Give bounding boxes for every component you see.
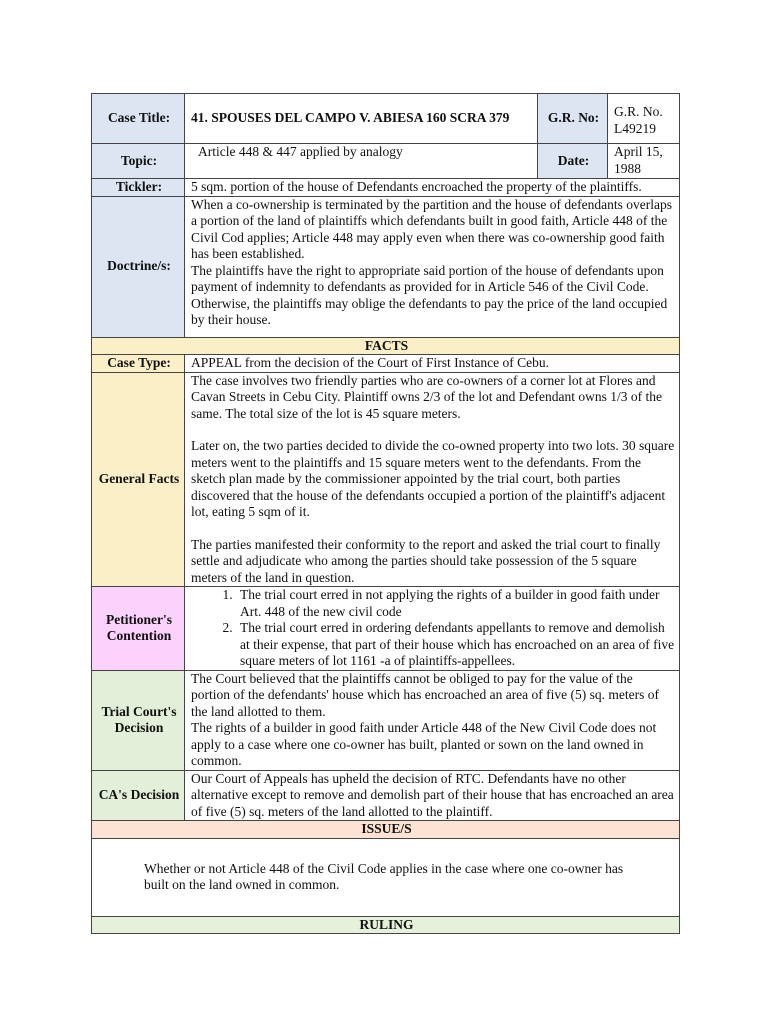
trial-court-paragraph: The rights of a builder in good faith under Article 448 of the New Civil Code does not apply to a case where one co-owner has built, planted or sown on the land owned in common.	[191, 720, 657, 768]
tickler-row	[92, 179, 680, 197]
ca-decision-row	[92, 770, 680, 821]
issue-cell	[92, 838, 680, 916]
case-type-label: Case Type:	[92, 355, 185, 373]
gr-number-value: G.R. No. L49219	[608, 94, 680, 144]
contention-list	[191, 587, 675, 670]
contention-item: 2. The trial court erred in ordering defendants appellants to remove and demolish at their expense, that part of their house which has encroached on an area of five square meters of lot 1161 -a of plaintiffs-appellees.	[236, 620, 675, 670]
date-value: April 15, 1988	[608, 144, 680, 179]
ca-decision-label: CA's Decision	[92, 770, 185, 821]
petitioner-text	[185, 587, 680, 671]
facts-paragraph: The parties manifested their conformity to the report and asked the trial court to finally settle and adjudicate who among the parties should take possession of the 5 square meters of the land in question.	[191, 536, 661, 585]
tickler-label: Tickler:	[92, 179, 185, 197]
trial-court-paragraph: The Court believed that the plaintiffs cannot be obliged to pay for the value of the portion of the defendants' house which has encroached an area of five (5) sq. meters of the land allotted to them.	[191, 670, 660, 719]
case-type-row	[92, 355, 680, 373]
trial-court-label: Trial Court's Decision	[92, 670, 185, 770]
case-title-label: Case Title:	[92, 94, 185, 144]
ca-decision-text: Our Court of Appeals has upheld the decision of RTC. Defendants have no other alternative except to remove and demolish part of their house that has encroached an area of five (5) sq. meters of the land allotted to the plaintiff.	[185, 770, 680, 821]
tickler-text: 5 sqm. portion of the house of Defendants encroached the property of the plaintiffs.	[185, 179, 680, 197]
facts-paragraph: Later on, the two parties decided to divide the co-owned property into two lots. 30 square meters went to the plaintiffs and 15 square meters went to the defendants. From the sketch plan made by the commissioner appointed by the trial court, both parties discovered that the house of the defendants occupied a portion of the plaintiff's adjacent lot, eating 5 sqm of it.	[191, 438, 675, 519]
issue-text: Whether or not Article 448 of the Civil Code applies in the case where one co-owner has built on the land owned in common.	[144, 860, 624, 892]
general-facts-row	[92, 372, 680, 587]
doctrine-paragraph: The plaintiffs have the right to appropriate said portion of the house of defendants upon payment of indemnity to defendants as provided for in Article 546 of the Civil Code. Otherwise, the plaintiffs may oblige the defendants to pay the price of the land occupied by their house.	[191, 262, 668, 327]
trial-court-text	[185, 670, 680, 770]
ruling-heading-row	[92, 916, 680, 934]
petitioner-row	[92, 587, 680, 671]
doctrine-row	[92, 196, 680, 337]
trial-court-row	[92, 670, 680, 770]
topic-value: Article 448 & 447 applied by analogy	[185, 144, 538, 179]
general-facts-text	[185, 372, 680, 587]
facts-heading-row	[92, 337, 680, 355]
gr-number-label: G.R. No:	[538, 94, 608, 144]
issues-heading-row	[92, 821, 680, 839]
case-digest-table	[91, 93, 680, 934]
case-type-value: APPEAL from the decision of the Court of First Instance of Cebu.	[185, 355, 680, 373]
doctrine-text	[185, 196, 680, 337]
issues-heading: ISSUE/S	[92, 821, 680, 839]
issue-row	[92, 838, 680, 916]
contention-item: 1. The trial court erred in not applying the rights of a builder in good faith under Art. 448 of the new civil code	[236, 587, 675, 620]
doctrine-label: Doctrine/s:	[92, 196, 185, 337]
petitioner-label: Petitioner's Contention	[92, 587, 185, 671]
ruling-heading: RULING	[92, 916, 680, 934]
doctrine-paragraph: When a co-ownership is terminated by the partition and the house of defendants overlaps a portion of the land of plaintiffs which defendants built in good faith, Article 448 of the Civil Cod applies; Article 448 may apply even when there was co-ownership good faith has been established.	[191, 196, 672, 261]
facts-paragraph: The case involves two friendly parties who are co-owners of a corner lot at Flores and Cavan Streets in Cebu City. Plaintiff owns 2/3 of the lot and Defendant owns 1/3 of the same. The total size of the lot is 45 square meters.	[191, 372, 662, 421]
case-title-row	[92, 94, 680, 144]
facts-heading: FACTS	[92, 337, 680, 355]
general-facts-label: General Facts	[92, 372, 185, 587]
date-label: Date:	[538, 144, 608, 179]
topic-label: Topic:	[92, 144, 185, 179]
case-title-value: 41. SPOUSES DEL CAMPO V. ABIESA 160 SCRA 379	[185, 94, 538, 144]
topic-row	[92, 144, 680, 179]
